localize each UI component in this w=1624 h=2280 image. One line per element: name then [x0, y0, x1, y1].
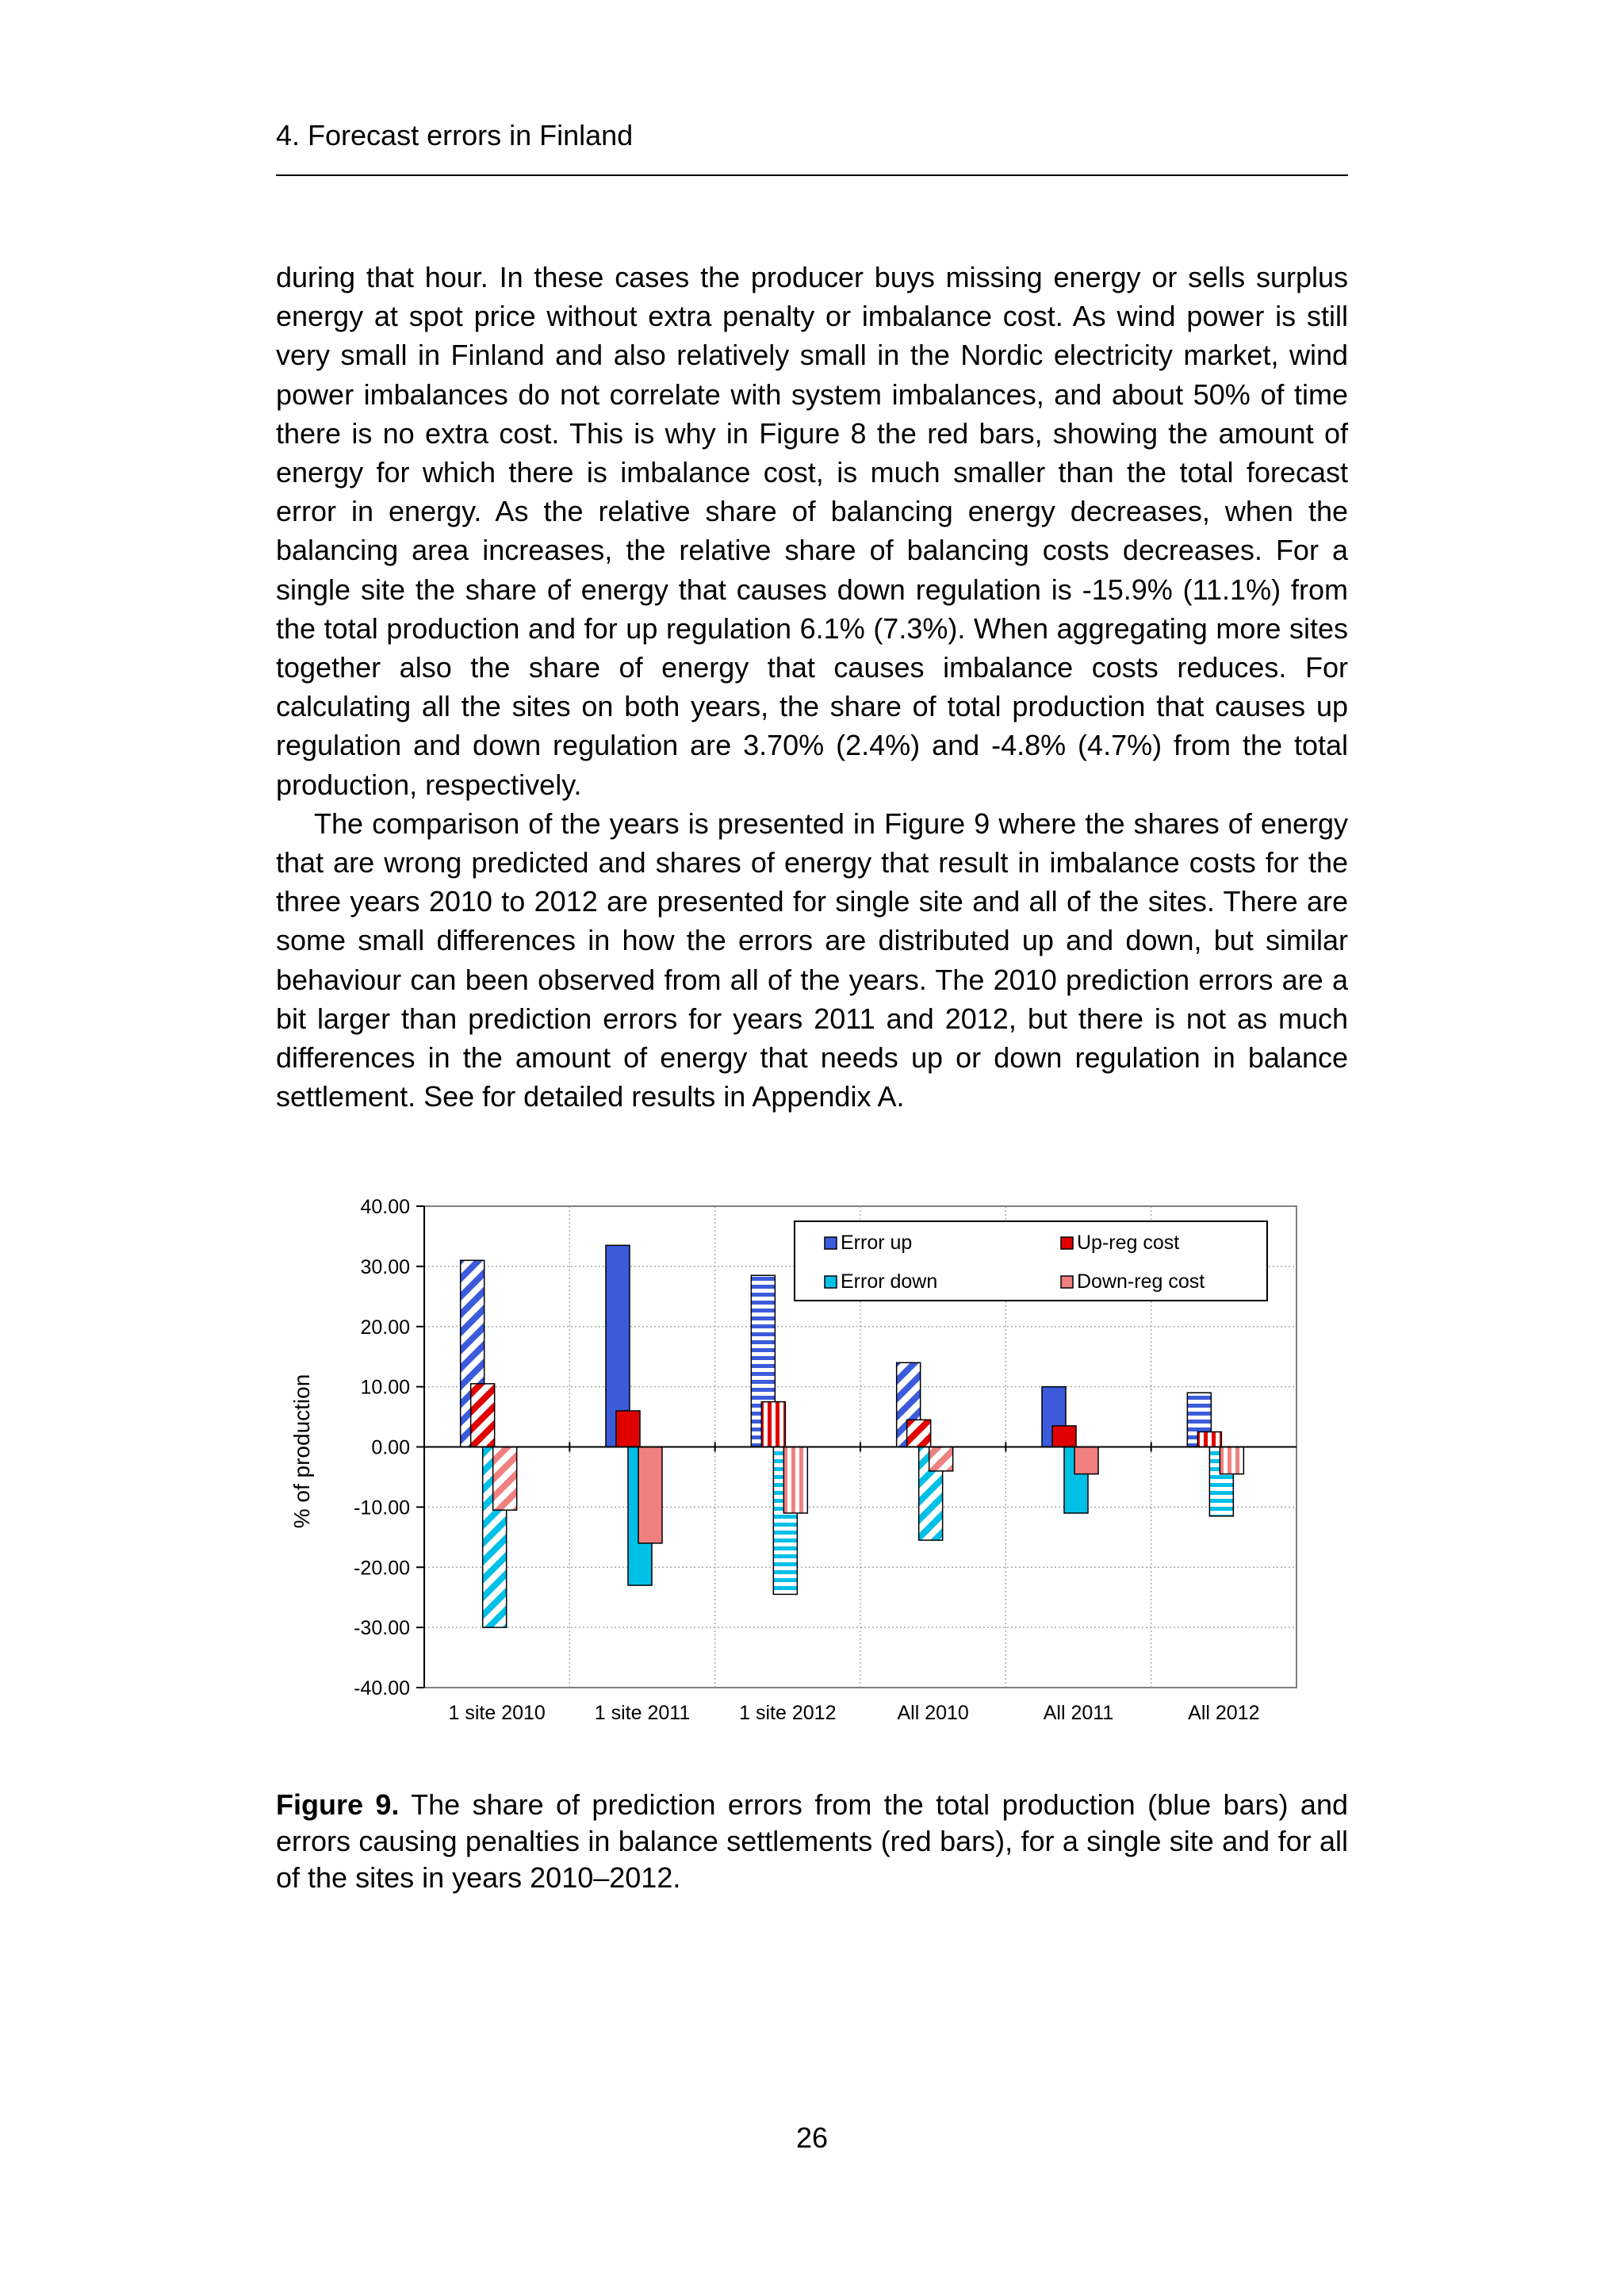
bar-down-reg-cost-2: [783, 1447, 807, 1513]
paragraph: The comparison of the years is presented in Figure 9 where the shares of energy that are wrong predicted and shares of energy that result in imbalance costs for the three years 2010 to 2012 are presented for single site and all of the sites. There are some small differences in how the errors are distributed up and down, but similar behaviour can been observed from all of the years. The 2010 prediction errors are a bit larger than prediction errors for years 2011 and 2012, but there is not as much differences in the amount of energy that needs up or down regulation in balance settlement. See for detailed results in Appendix A.: [276, 807, 1348, 1113]
bar-down-reg-cost-5: [1220, 1447, 1243, 1474]
running-header: 4. Forecast errors in Finland: [276, 119, 634, 151]
bar-down-reg-cost-4: [1074, 1447, 1098, 1474]
bar-up-reg-cost-2: [761, 1402, 785, 1447]
bars: [461, 1245, 1244, 1627]
legend-label: Error up: [841, 1232, 913, 1254]
figure-9-chart: [276, 1190, 1348, 1745]
x-tick-label: All 2012: [1188, 1702, 1260, 1724]
bar-up-reg-cost-5: [1197, 1432, 1221, 1447]
legend: [795, 1221, 1267, 1301]
page-number: 26: [795, 2121, 829, 2154]
y-tick-label: 0.00: [371, 1436, 410, 1459]
bar-up-reg-cost-4: [1052, 1426, 1076, 1447]
bar-up-reg-cost-3: [907, 1420, 931, 1447]
legend-swatch: [825, 1276, 837, 1288]
bar-up-reg-cost-0: [471, 1384, 495, 1447]
y-tick-label: -20.00: [354, 1557, 410, 1580]
paragraph: during that hour. In these cases the producer buys missing energy or sells surplus energy at spot price without extra penalty or imbalance cost. As wind power is still very small in Finland and also relatively small in the Nordic electricity market, wind power imbalances do not correlate with system imbalances, and about 50% of time there is no extra cost. This is why in Figure 8 the red bars, showing the amount of energy for which there is imbalance cost, is much smaller than the total forecast error in energy. As the relative share of balancing energy decreases, when the balancing area increases, the relative share of balancing costs decreases. For a single site the share of energy that causes down regulation is -15.9% (11.1%) from the total production and for up regulation 6.1% (7.3%). When aggregating more sites together also the share of energy that causes imbalance costs reduces. For calculating all the sites on both years, the share of total production that causes up regulation and down regulation are 3.70% (2.4%) and -4.8% (4.7%) from the total production, respectively.: [276, 261, 1348, 801]
legend-swatch: [825, 1237, 837, 1249]
legend-label: Error down: [841, 1270, 938, 1293]
bar-down-reg-cost-3: [929, 1447, 953, 1471]
y-tick-label: -40.00: [354, 1677, 410, 1699]
x-tick-label: 1 site 2011: [594, 1702, 691, 1724]
legend-swatch: [1061, 1237, 1073, 1249]
y-tick-label: 20.00: [360, 1316, 410, 1339]
x-tick-label: All 2011: [1043, 1702, 1114, 1724]
caption-text: The share of prediction errors from the total production (blue bars) and errors causing penalties in balance settlements (red bars), for a single site and for all of the sites in years 2010–2012.: [276, 1788, 1348, 1894]
bar-up-reg-cost-1: [616, 1411, 640, 1447]
body-text: [276, 258, 1348, 1116]
y-axis-label: % of production: [289, 1374, 314, 1529]
x-tick-label: 1 site 2010: [448, 1702, 546, 1724]
figure-caption: [276, 1787, 1348, 1896]
x-tick-label: 1 site 2012: [739, 1702, 837, 1724]
bar-down-reg-cost-1: [638, 1447, 662, 1543]
y-tick-label: -30.00: [354, 1617, 410, 1640]
legend-label: Down-reg cost: [1077, 1270, 1205, 1293]
header-rule: [276, 174, 1348, 176]
legend-swatch: [1061, 1276, 1073, 1288]
bar-down-reg-cost-0: [493, 1447, 517, 1511]
y-tick-label: 10.00: [360, 1376, 410, 1399]
x-tick-label: All 2010: [897, 1702, 969, 1724]
legend-label: Up-reg cost: [1077, 1232, 1180, 1254]
y-tick-label: -10.00: [354, 1496, 410, 1519]
y-tick-label: 30.00: [360, 1255, 410, 1278]
y-tick-label: 40.00: [360, 1196, 410, 1218]
caption-label: Figure 9.: [276, 1788, 400, 1821]
